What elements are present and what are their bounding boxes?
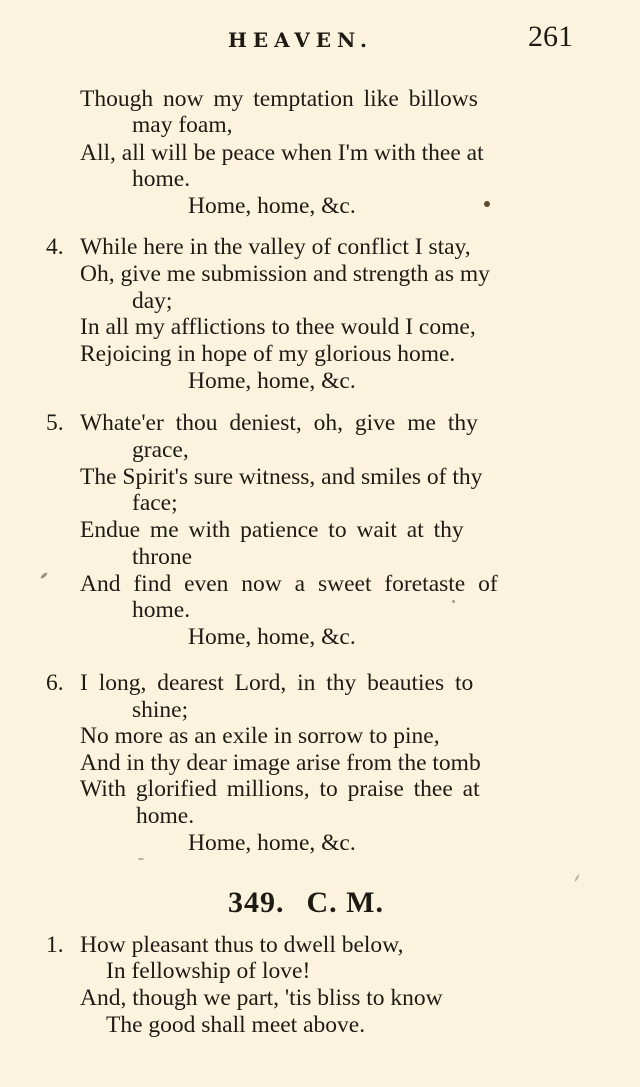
verse-line: In all my afflictions to thee would I come,: [80, 314, 476, 340]
verse-line: day;: [132, 288, 173, 314]
verse-line: And in thy dear image arise from the tomb: [80, 750, 481, 776]
stanza-number: 4.: [46, 234, 64, 260]
stanza-number: 1.: [46, 932, 64, 958]
verse-line: face;: [132, 490, 178, 516]
stanza-number: 6.: [46, 670, 64, 696]
verse-line: While here in the valley of conflict I stay,: [80, 234, 471, 260]
verse-line: Rejoicing in hope of my glorious home.: [80, 341, 456, 367]
verse-line: shine;: [132, 697, 189, 723]
verse-line: The good shall meet above.: [106, 1012, 366, 1038]
verse-line: Endue me with patience to wait at thy: [80, 517, 464, 543]
verse-line: I long, dearest Lord, in thy beauties to: [80, 670, 474, 696]
ink-speck: [138, 858, 144, 860]
ink-speck: [40, 572, 48, 579]
verse-line: home.: [132, 597, 191, 623]
verse-line: With glorified millions, to praise thee at: [80, 776, 480, 802]
verse-line: home.: [136, 803, 195, 829]
verse-line: And, though we part, 'tis bliss to know: [80, 985, 443, 1011]
verse-line: may foam,: [132, 112, 233, 138]
hymn-meter: C. M.: [306, 886, 384, 919]
verse-line: Whate'er thou deniest, oh, give me thy: [80, 410, 478, 436]
verse-line: In fellowship of love!: [106, 958, 311, 984]
verse-line: And find even now a sweet foretaste of: [80, 571, 498, 597]
verse-line: The Spirit's sure witness, and smiles of thy: [80, 464, 483, 490]
hymn-heading: [228, 886, 406, 920]
refrain-line: Home, home, &c.: [188, 368, 356, 394]
ink-speck: [484, 201, 490, 207]
running-header: HEAVEN.: [228, 28, 373, 52]
refrain-line: Home, home, &c.: [188, 830, 356, 856]
refrain-line: Home, home, &c.: [188, 193, 356, 219]
verse-line: All, all will be peace when I'm with thee at: [80, 140, 484, 166]
ink-speck: [452, 600, 455, 603]
verse-line: grace,: [132, 437, 189, 463]
ink-speck: [574, 874, 580, 882]
verse-line: Oh, give me submission and strength as my: [80, 261, 490, 287]
verse-line: No more as an exile in sorrow to pine,: [80, 723, 440, 749]
verse-line: throne: [132, 544, 193, 570]
stanza-number: 5.: [46, 410, 64, 436]
refrain-line: Home, home, &c.: [188, 624, 356, 650]
hymn-number: 349.: [228, 886, 285, 919]
verse-line: How pleasant thus to dwell below,: [80, 932, 404, 958]
verse-line: Though now my temptation like billows: [80, 86, 478, 112]
page-number: 261: [528, 20, 573, 53]
verse-line: home.: [132, 166, 191, 192]
